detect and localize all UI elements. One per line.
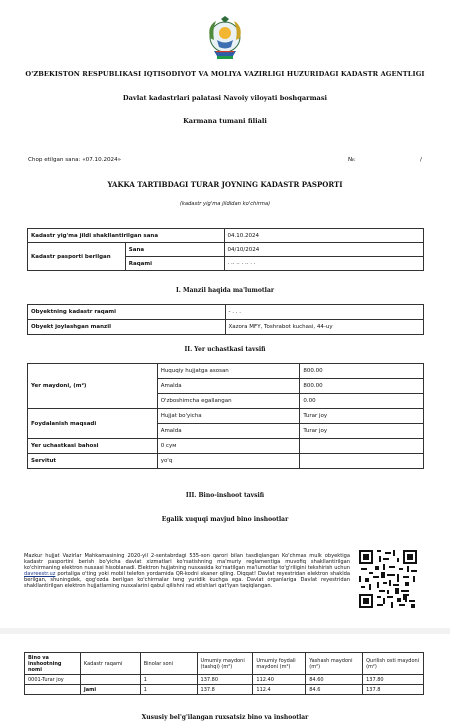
table-cell: 84.6 [306, 685, 363, 695]
col-header: Qurilish osti maydoni (m²) [363, 653, 424, 675]
servitude-empty [300, 454, 424, 469]
land-value-empty [300, 439, 424, 454]
col-header: Yashash maydoni (m²) [306, 653, 363, 675]
area-row-label: Huquqiy hujjatga asosan [157, 364, 300, 379]
area-label: Yer maydoni, (m²) [28, 364, 158, 409]
servitude-label: Servitut [28, 454, 158, 469]
issued-number-label: Raqami [125, 257, 224, 271]
issued-date-label: Sana [125, 243, 224, 257]
table-cell [25, 685, 81, 695]
table-cell: 1 [140, 675, 197, 685]
address-value: Xazora MFY, Toshrabot kuchasi, 44-uy [225, 320, 423, 335]
section-2-title: II. Yer uchastkasi tavsifi [184, 346, 266, 353]
branch-title: Karmana tumani filiali [183, 117, 267, 125]
section-1-title: I. Manzil haqida ma'lumotlar [176, 287, 274, 294]
land-value-label: Yer uchastkasi bahosi [28, 439, 158, 454]
area-row-label: Amalda [157, 379, 300, 394]
print-date: Chop etilgan sana: «07.10.2024» [28, 157, 122, 163]
notice-text: Mazkur hujjat Vazirlar Mahkamasining 2020-yil 2-sentabrdagi 535-son qarori bilan tasdiqlangan Ko'chmas mulk obyektiga kadastr pasportini berish bo'yicha davlat xizmatlari ko'rsatishning ma'muriy reglamentiga muvofiq shakllantirilgan ko'chirmaning elektron nusxasi hisoblanadi. Elektron hujjatning nusxasida ko'rsatilgan ma'lumotlar to'g'riligini tekshirish uchun [24, 553, 350, 572]
area-row-value: 800.00 [300, 379, 424, 394]
section-3-title: III. Bino-inshoot tavsifi [185, 492, 265, 499]
next-section-title: Xususiy bel'g'ilangan ruxsatsiz bino va inshootlar [141, 714, 309, 721]
document-number-suffix: / [420, 157, 422, 163]
table-row [25, 675, 424, 685]
qr-code-icon[interactable] [359, 550, 417, 608]
table-cell: 112.4 [253, 685, 306, 695]
table-cell: 137.80 [363, 675, 424, 685]
purpose-row-value: Turar joy [300, 424, 424, 439]
agency-title: O'ZBEKISTON RESPUBLIKASI IQTISODIYOT VA MOLIYA VAZIRLIGI HUZURIDAGI KADASTR AGENTLIGI [25, 70, 425, 78]
legal-notice [24, 553, 350, 590]
document-number [348, 157, 422, 163]
state-emblem-icon [204, 16, 246, 62]
col-header: Bino va inshootning nomi [25, 653, 81, 675]
buildings-table [24, 652, 424, 695]
col-header: Umumiy foydali maydoni (m²) [253, 653, 306, 675]
document-number-label: №: [348, 157, 356, 163]
area-row-value: 800.00 [300, 364, 424, 379]
notice-text: portaliga o'ting yoki mobil telefon yordamida QR-kodni skaner qiling. Diqqat! Davlat reyestridan elektron shaklda berilgan, shuningdek, qog'ozda berilgan ko'chirmalar teng yuridik kuchga ega. Davlat organlariga Davlat reyestridan shakllantirilgan elektron hujjatlarning nusxalarini qabul qilishni rad etishlari qat'iyan taqiqlangan. [24, 571, 350, 590]
table-total-row [25, 685, 424, 695]
document-subtitle: (kadastr yig'ma jildidan ko'chirma) [179, 201, 271, 207]
area-row-label: O'zboshimcha egallangan [157, 394, 300, 409]
table-cell: 137.8 [197, 685, 253, 695]
table-cell: 84.60 [306, 675, 363, 685]
table-cell: 137.8 [363, 685, 424, 695]
issued-number-value: · ·· ·· · ·· · · [224, 257, 423, 271]
document-page-2 [0, 634, 450, 721]
table-cell: 112.40 [253, 675, 306, 685]
cadastral-number-value: - . . . [225, 305, 423, 320]
address-table [27, 304, 424, 335]
land-table [27, 363, 424, 469]
purpose-row-label: Amalda [157, 424, 300, 439]
section-3-subtitle: Egalik xuquqi mavjud bino inshootlar [161, 516, 289, 523]
purpose-row-value: Turar joy [300, 409, 424, 424]
col-header: Umumiy maydoni (tashqi) (m²) [197, 653, 253, 675]
area-row-value: 0.00 [300, 394, 424, 409]
purpose-label: Foydalanish maqsadi [28, 409, 158, 439]
col-header: Kadastr raqami [80, 653, 140, 675]
table-cell: 137.80 [197, 675, 253, 685]
total-label: Jami [80, 685, 140, 695]
col-header: Binolar soni [140, 653, 197, 675]
issued-date-value: 04/10/2024 [224, 243, 423, 257]
verification-link[interactable]: davreestr.uz [24, 571, 56, 578]
land-value-value: 0 сум [157, 439, 300, 454]
formed-date-label: Kadastr yig'ma jildi shakllantirilgan sana [28, 229, 225, 243]
document-title: YAKKA TARTIBDAGI TURAR JOYNING KADASTR PASPORTI [107, 180, 343, 189]
chamber-title: Davlat kadastrlari palatasi Navoiy viloyati boshqarmasi [122, 94, 328, 102]
issued-label: Kadastr pasporti berilgan [28, 243, 126, 271]
address-label: Obyekt joylashgan manzil [28, 320, 226, 335]
servitude-value: yo'q [157, 454, 300, 469]
table-cell: 0001-Turar joy [25, 675, 81, 685]
table-cell [80, 675, 140, 685]
cadastral-number-label: Obyektning kadastr raqami [28, 305, 226, 320]
formed-date-value: 04.10.2024 [224, 229, 423, 243]
dossier-table [27, 228, 424, 271]
table-cell: 1 [140, 685, 197, 695]
purpose-row-label: Hujjat bo'yicha [157, 409, 300, 424]
